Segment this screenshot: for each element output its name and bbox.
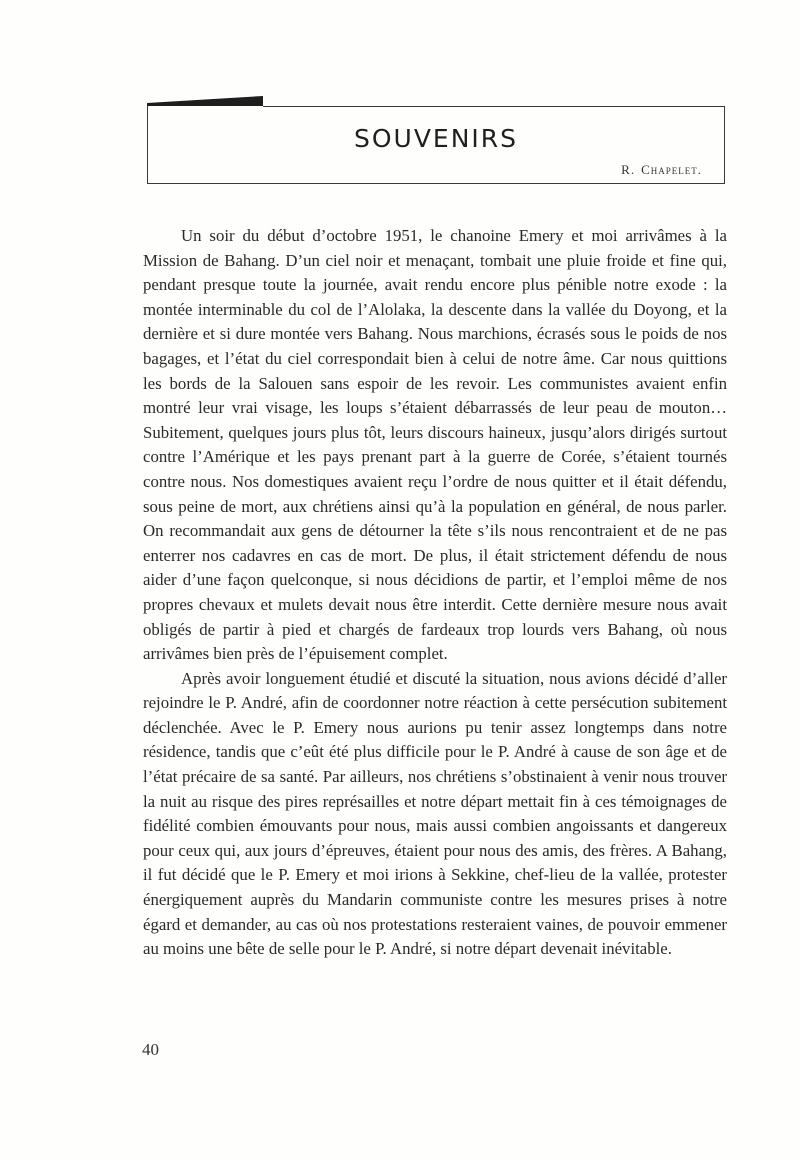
article-body: [143, 224, 727, 962]
header-frame: [147, 106, 725, 184]
article-title: SOUVENIRS: [353, 124, 519, 153]
page-number: 40: [142, 1040, 159, 1059]
author-initial: R.: [621, 162, 636, 177]
author-byline: [621, 162, 702, 178]
header-decorative-bar: [147, 96, 263, 106]
author-name: Chapelet.: [641, 162, 702, 177]
paragraph: Un soir du début d’octobre 1951, le chanoine Emery et moi arrivâmes à la Mission de Bahang. D’un ciel noir et menaçant, tombait une pluie froide et fine qui, pendant presque toute la journée, avait rendu encore plus pénible notre exode : la montée interminable du col de l’Alolaka, la descente dans la vallée du Doyong, et la dernière et si dure montée vers Bahang. Nous marchions, écrasés sous le poids de nos bagages, et l’état du ciel correspondait bien à celui de notre âme. Car nous quittions les bords de la Salouen sans espoir de les revoir. Les communistes avaient enfin montré leur vrai visage, les loups s’étaient débarrassés de leur peau de mouton… Subitement, quelques jours plus tôt, leurs discours haineux, jusqu’alors dirigés surtout contre l’Amérique et les pays prenant part à la guerre de Corée, s’étaient tournés contre nous. Nos domestiques avaient reçu l’ordre de nous quitter et il était défendu, sous peine de mort, aux chrétiens ainsi qu’à la population en général, de nous parler. On recommandait aux gens de détourner la tête s’ils nous rencontraient et de ne pas enterrer nos cadavres en cas de mort. De plus, il était strictement défendu de nous aider d’une façon quelconque, si nous décidions de partir, et l’emploi même de nos propres chevaux et mulets devait nous être interdit. Cette dernière mesure nous avait obligés de partir à pied et chargés de fardeaux trop lourds vers Bahang, où nous arrivâmes bien près de l’épuisement complet.: [143, 226, 727, 664]
paragraph: Après avoir longuement étudié et discuté la situation, nous avions décidé d’aller rejoindre le P. André, afin de coordonner notre réaction à cette persécution subitement déclenchée. Avec le P. Emery nous aurions pu tenir assez longtemps dans notre résidence, tandis que c’eût été plus difficile pour le P. André à cause de son âge et de l’état précaire de sa santé. Par ailleurs, nos chrétiens s’obstinaient à venir nous trouver la nuit au risque des pires représailles et notre départ mettait fin à ces témoignages de fidélité combien émouvants pour nous, mais aussi combien angoissants et dangereux pour ceux qui, aux jours d’épreuves, étaient pour nous des amis, des frères. A Bahang, il fut décidé que le P. Emery et moi irions à Sekkine, chef-lieu de la vallée, protester énergiquement auprès du Mandarin communiste contre les mesures prises à notre égard et demander, au cas où nos protestations resteraient vaines, de pouvoir emmener au moins une bête de selle pour le P. André, si notre départ devenait inévitable.: [143, 668, 727, 959]
